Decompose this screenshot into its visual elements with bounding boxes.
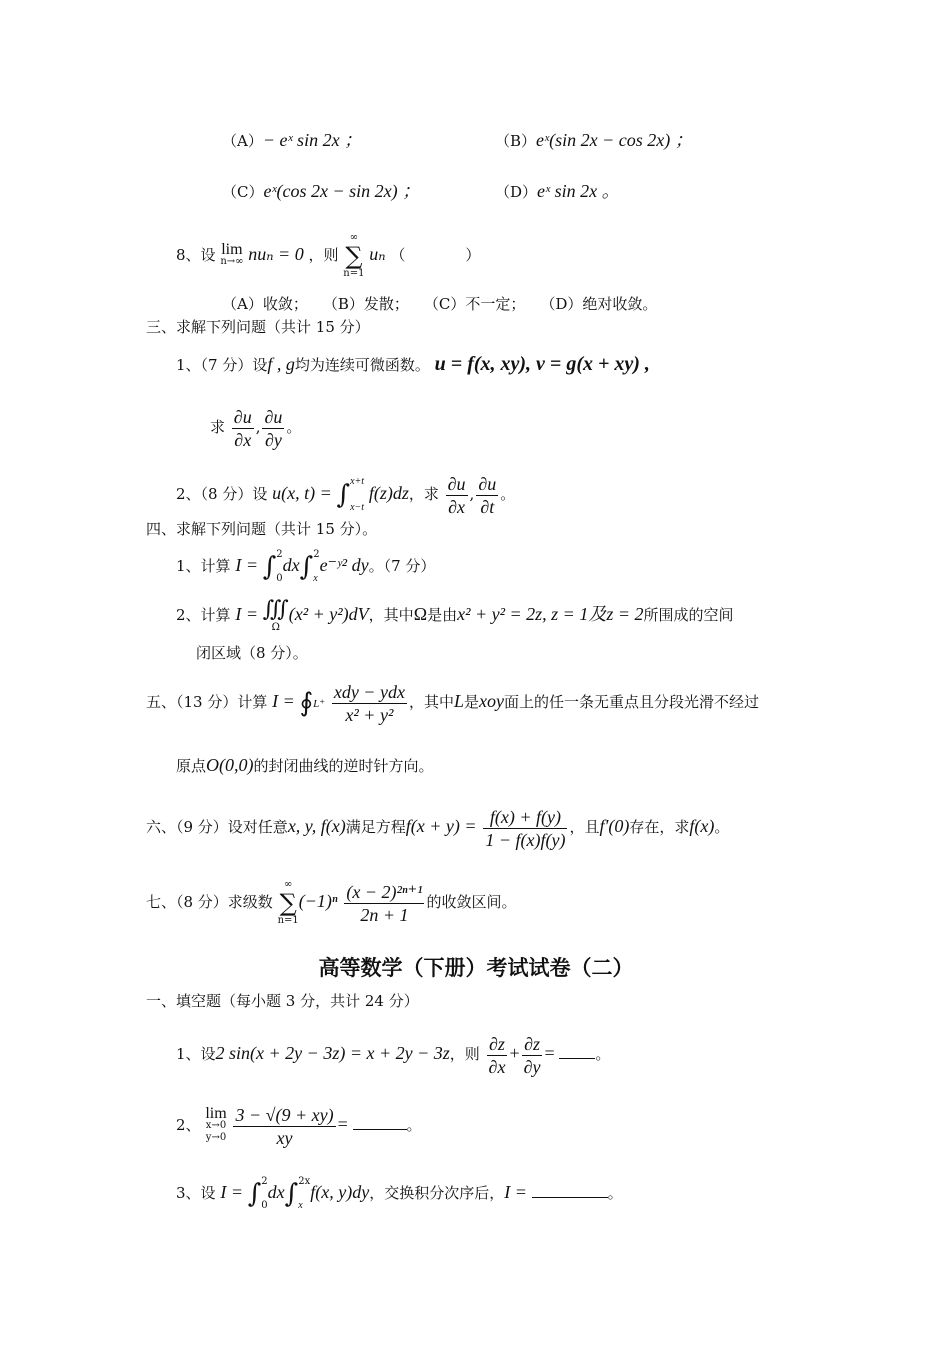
section-5-cont: 原点O(0,0)的封闭曲线的逆时针方向。 xyxy=(176,755,434,775)
sec4-problem-2-cont: 闭区域（8 分）。 xyxy=(196,644,308,662)
limit-fraction: $\frac{3 - √(9 + xy)}{xy}$ xyxy=(235,1104,334,1148)
section-6: 六、（9 分）设对任意x, y, f(x)满足方程f(x + y) = $\frac{f(x) + f(y)}{1 - f(x)f(y)}$ ，且f′(0)存在，求f(x)。 xyxy=(146,806,730,850)
answer-blank[interactable] xyxy=(559,1044,595,1059)
section-4-heading: 四、求解下列问题（共计 15 分）。 xyxy=(146,520,378,538)
limit-operator: lim x→0 y→0 xyxy=(205,1105,227,1143)
series-term-fraction: $\frac{\text{(x − 2)²ⁿ⁺¹}}{2n + 1}$ xyxy=(346,881,423,925)
sec3-problem-1-ask: 求 $\frac{\partial u}{\partial x}$ , $\frac{\partial u}{\partial y}$ 。 xyxy=(210,406,302,450)
partial-u-x: $\frac{\partial u}{\partial x}$ xyxy=(233,406,252,450)
answer-blank[interactable] xyxy=(532,1183,608,1198)
section-3-heading: 三、求解下列问题（共计 15 分） xyxy=(146,318,370,336)
partial-u-x: $\frac{\partial u}{\partial x}$ xyxy=(447,473,466,517)
exam2-question-1: 1、设2 sin(x + 2y − 3z) = x + 2y − 3z，则 $\frac{\partial z}{\partial x}$ + $\frac{\partial z}{\partial y}$ = 。 xyxy=(176,1033,611,1077)
sec3-problem-2: 2、（8 分）设 u(x, t) = ∫ x+t x−t f(z)dz，求 $\frac{\partial u}{\partial x}$ , $\frac{\partial u}{\partial t}$ 。 xyxy=(176,473,516,517)
q7-option-d: （D）eˣ sin 2x 。 xyxy=(495,181,620,201)
exam2-question-3: 3、设 I = ∫ 2 0 dx∫ 2x x f(x, y)dy，交换积分次序后，I = 。 xyxy=(176,1176,623,1211)
sec4-problem-1: 1、计算 I = ∫ 2 0 dx∫ 2 x e⁻ʸ² dy。（7 分） xyxy=(176,549,436,584)
question-8: 8、设 lim n→∞ nuₙ = 0 ，则 ∞ ∑ n=1 uₙ （ ） xyxy=(176,232,481,279)
integrand-fraction: $\frac{\text{xdy − ydx}}{\text{x² + y²}}$ xyxy=(333,681,405,725)
sec4-problem-2: 2、计算 I = ∭ Ω (x² + y²)dV，其中Ω是由x² + y² = 2z, z = 1及z = 2所围成的空间 xyxy=(176,597,734,633)
sum-operator: ∞ ∑ n=1 xyxy=(343,232,365,279)
exam-title: 高等数学（下册）考试试卷（二） xyxy=(318,956,634,980)
partial-z-x: $\frac{\partial z}{\partial x}$ xyxy=(488,1033,506,1077)
answer-blank[interactable] xyxy=(353,1115,407,1130)
limit-operator: lim n→∞ xyxy=(220,241,244,267)
exam2-section-1-heading: 一、填空题（每小题 3 分，共计 24 分） xyxy=(146,992,419,1010)
exam2-question-2: 2、 lim x→0 y→0 $\frac{3 - √(9 + xy)}{xy}$ = 。 xyxy=(176,1104,422,1148)
partial-u-t: $\frac{\partial u}{\partial t}$ xyxy=(478,473,497,517)
partial-u-y: $\frac{\partial u}{\partial y}$ xyxy=(264,406,283,450)
q7-option-a: （A）− eˣ sin 2x ； xyxy=(222,130,363,150)
section-5: 五、（13 分）计算 I = ∮L⁺ $\frac{\text{xdy − ydx}}{\text{x² + y²}}$ ，其中L是xoy面上的任一条无重点且分段光滑不经过 xyxy=(146,681,759,725)
partial-z-y: $\frac{\partial z}{\partial y}$ xyxy=(523,1033,541,1077)
section-7: 七、（8 分）求级数 ∞ ∑ n=1 (−1)ⁿ $\frac{\text{(x − 2)²ⁿ⁺¹}}{2n + 1}$ 的收敛区间。 xyxy=(146,879,517,926)
functional-equation-fraction: $\frac{f(x) + f(y)}{1 - f(x)f(y)}$ xyxy=(485,806,566,850)
q7-option-c: （C）eˣ(cos 2x − sin 2x) ； xyxy=(222,181,421,201)
sec3-problem-1: 1、（7 分）设f , g均为连续可微函数。 u = f(x, xy), v = g(x + xy) , xyxy=(176,353,650,375)
q8-options: （A）收敛； （B）发散； （C）不一定； （D）绝对收敛。 xyxy=(222,295,658,313)
q7-option-b: （B）eˣ(sin 2x − cos 2x) ； xyxy=(495,130,693,150)
